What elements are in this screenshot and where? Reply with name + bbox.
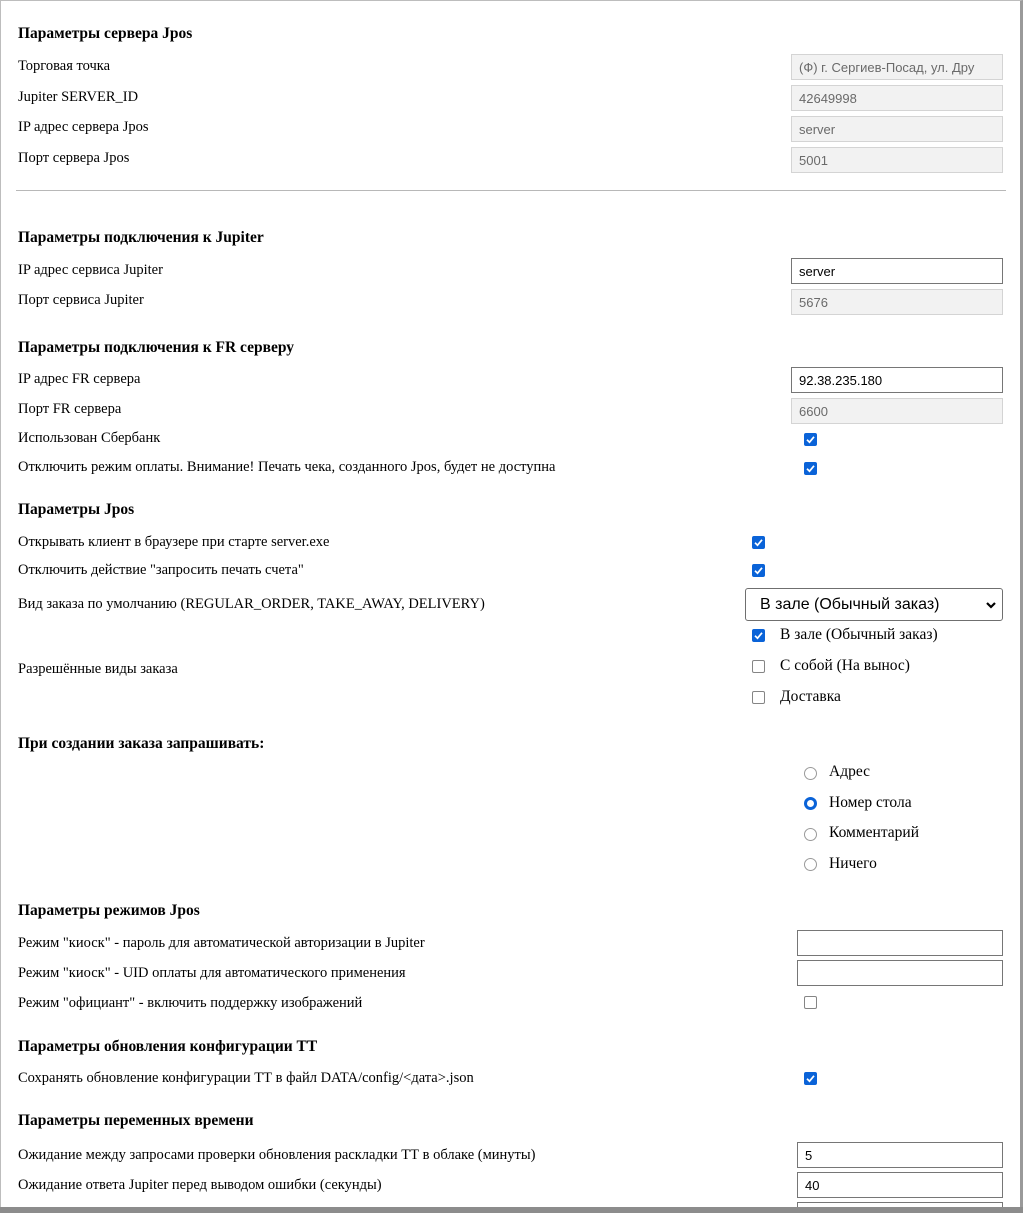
ask-nothing-label: Ничего bbox=[829, 855, 877, 872]
fr-port-field bbox=[791, 398, 1003, 424]
save-config-label: Сохранять обновление конфигурации ТТ в файл DATA/config/<дата>.json bbox=[18, 1070, 474, 1086]
disable-payment-checkbox[interactable] bbox=[804, 462, 817, 475]
ask-comment-radio[interactable] bbox=[804, 828, 817, 841]
field-label-jpos-ip: IP адрес сервера Jpos bbox=[18, 119, 149, 135]
sberbank-label: Использован Сбербанк bbox=[18, 430, 161, 446]
allowed-type-takeaway-label: С собой (На вынос) bbox=[780, 657, 910, 674]
section-title-jpos: Параметры Jpos bbox=[18, 501, 135, 518]
window-bottom-border bbox=[0, 1207, 1023, 1213]
ask-address-label: Адрес bbox=[829, 763, 870, 780]
trade-point-field bbox=[791, 54, 1003, 80]
ask-table-number-label: Номер стола bbox=[829, 794, 912, 811]
layout-check-interval-input[interactable] bbox=[797, 1142, 1003, 1168]
kiosk-password-label: Режим "киоск" - пароль для автоматической авторизации в Jupiter bbox=[18, 935, 425, 951]
jpos-port-field bbox=[791, 147, 1003, 173]
jpos-ip-field bbox=[791, 116, 1003, 142]
section-title-jupiter: Параметры подключения к Jupiter bbox=[18, 229, 264, 246]
check-icon bbox=[754, 566, 763, 575]
open-client-checkbox[interactable] bbox=[752, 536, 765, 549]
fr-ip-input[interactable] bbox=[791, 367, 1003, 393]
kiosk-uid-input[interactable] bbox=[797, 960, 1003, 986]
field-label-fr-ip: IP адрес FR сервера bbox=[18, 371, 141, 387]
check-icon bbox=[754, 538, 763, 547]
ask-nothing-radio[interactable] bbox=[804, 858, 817, 871]
field-label-trade-point: Торговая точка bbox=[18, 58, 111, 74]
default-order-label: Вид заказа по умолчанию (REGULAR_ORDER, TAKE_AWAY, DELIVERY) bbox=[18, 596, 485, 612]
section-divider bbox=[16, 190, 1006, 191]
ask-address-radio[interactable] bbox=[804, 767, 817, 780]
field-label-jupiter-ip: IP адрес сервиса Jupiter bbox=[18, 262, 163, 278]
layout-check-interval-label: Ожидание между запросами проверки обновления раскладки ТТ в облаке (минуты) bbox=[18, 1147, 536, 1163]
allowed-type-takeaway-checkbox[interactable] bbox=[752, 660, 765, 673]
allowed-type-dine-in-label: В зале (Обычный заказ) bbox=[780, 626, 938, 643]
field-label-server-id: Jupiter SERVER_ID bbox=[18, 89, 139, 105]
allowed-types-label: Разрешённые виды заказа bbox=[18, 661, 178, 677]
section-title-fr: Параметры подключения к FR серверу bbox=[18, 339, 295, 356]
allowed-type-delivery-checkbox[interactable] bbox=[752, 691, 765, 704]
save-config-checkbox[interactable] bbox=[804, 1072, 817, 1085]
server-id-field bbox=[791, 85, 1003, 111]
disable-print-checkbox[interactable] bbox=[752, 564, 765, 577]
section-title-ask: При создании заказа запрашивать: bbox=[18, 735, 265, 752]
jupiter-timeout-input[interactable] bbox=[797, 1172, 1003, 1198]
allowed-type-dine-in-checkbox[interactable] bbox=[752, 629, 765, 642]
field-label-jupiter-port: Порт сервиса Jupiter bbox=[18, 292, 144, 308]
check-icon bbox=[806, 435, 815, 444]
disable-payment-label: Отключить режим оплаты. Внимание! Печать чека, созданного Jpos, будет не доступна bbox=[18, 459, 556, 475]
field-label-jpos-port: Порт сервера Jpos bbox=[18, 150, 130, 166]
check-icon bbox=[806, 1074, 815, 1083]
jupiter-timeout-label: Ожидание ответа Jupiter перед выводом ошибки (секунды) bbox=[18, 1177, 382, 1193]
kiosk-password-input[interactable] bbox=[797, 930, 1003, 956]
check-icon bbox=[806, 464, 815, 473]
default-order-select[interactable] bbox=[745, 588, 1003, 621]
check-icon bbox=[754, 631, 763, 640]
ask-table-number-radio[interactable] bbox=[804, 797, 817, 810]
field-label-fr-port: Порт FR сервера bbox=[18, 401, 122, 417]
ask-comment-label: Комментарий bbox=[829, 824, 919, 841]
section-title-server: Параметры сервера Jpos bbox=[18, 25, 193, 42]
section-title-modes: Параметры режимов Jpos bbox=[18, 902, 200, 919]
allowed-type-delivery-label: Доставка bbox=[780, 688, 841, 705]
jupiter-ip-input[interactable] bbox=[791, 258, 1003, 284]
kiosk-uid-label: Режим "киоск" - UID оплаты для автоматического применения bbox=[18, 965, 406, 981]
disable-print-label: Отключить действие "запросить печать счета" bbox=[18, 562, 304, 578]
waiter-images-label: Режим "официант" - включить поддержку изображений bbox=[18, 995, 363, 1011]
sberbank-checkbox[interactable] bbox=[804, 433, 817, 446]
jupiter-port-field bbox=[791, 289, 1003, 315]
section-title-config: Параметры обновления конфигурации ТТ bbox=[18, 1038, 318, 1055]
open-client-label: Открывать клиент в браузере при старте server.exe bbox=[18, 534, 330, 550]
section-title-time: Параметры переменных времени bbox=[18, 1112, 254, 1129]
waiter-images-checkbox[interactable] bbox=[804, 996, 817, 1009]
